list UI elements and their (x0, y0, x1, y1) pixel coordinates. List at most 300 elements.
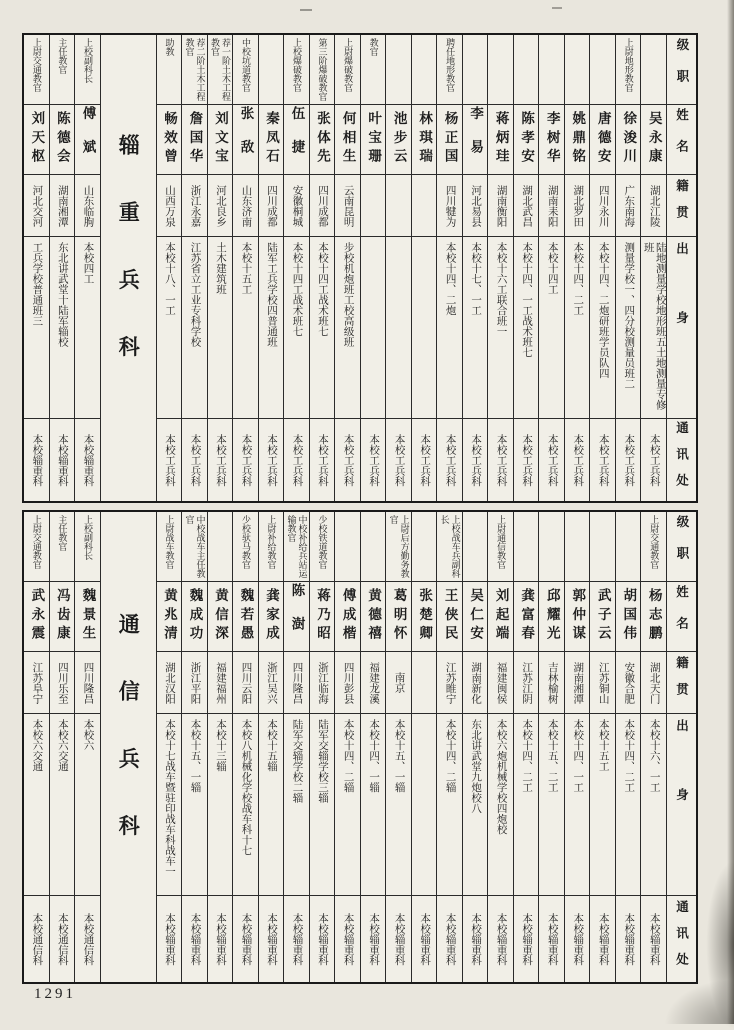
person-column (156, 35, 182, 501)
scan-corner-smudge (664, 979, 734, 1024)
person-rank (488, 35, 513, 105)
person-address: 本校辎重科 (163, 912, 175, 966)
scan-edge-shadow (727, 0, 734, 1024)
person-native: 四川云阳 (233, 652, 258, 714)
person-address: 本校工兵科 (266, 433, 278, 487)
person-address: 本校辎重科 (521, 912, 533, 966)
person-address: 本校辎重科 (266, 912, 278, 966)
section-column (100, 512, 156, 982)
person-address: 本校工兵科 (470, 433, 482, 487)
legend-column (666, 512, 696, 982)
person-origin: 本校十五辎 (259, 714, 284, 896)
person-native (412, 175, 437, 237)
person-column (181, 35, 207, 501)
person-origin: 本校十六工联合班一 (488, 237, 513, 419)
person-column (334, 35, 360, 501)
person-origin (412, 714, 437, 896)
person-name: 陈孝安 (514, 105, 539, 175)
person-rank: 教官 (361, 35, 386, 105)
person-address: 本校辎重科 (214, 912, 226, 966)
person-column (334, 512, 360, 982)
person-origin: 本校十五工 (233, 237, 258, 419)
person-name: 黄兆清 (157, 582, 182, 652)
person-rank (539, 35, 564, 105)
person-native: 浙江永嘉 (182, 175, 207, 237)
person-column (513, 512, 539, 982)
person-rank (335, 512, 360, 582)
person-name: 姚鼎铭 (565, 105, 590, 175)
person-column (156, 512, 182, 982)
person-name: 秦凤石 (259, 105, 284, 175)
person-rank: 主任教官 (50, 35, 75, 105)
person-name: 魏景生 (75, 582, 100, 652)
person-origin: 本校六 (75, 714, 100, 896)
person-address: 本校工兵科 (444, 433, 456, 487)
person-address: 本校辎重科 (56, 433, 68, 487)
person-native: 福建福州 (208, 652, 233, 714)
person-column (74, 512, 100, 982)
person-address: 本校工兵科 (597, 433, 609, 487)
legend-native-label: 籍贯 (667, 652, 696, 714)
person-column (487, 512, 513, 982)
person-origin (412, 237, 437, 419)
person-rank (412, 35, 437, 105)
person-address: 本校工兵科 (572, 433, 584, 487)
person-address: 本校辎重科 (342, 912, 354, 966)
person-column (207, 512, 233, 982)
person-address: 本校辎重科 (572, 912, 584, 966)
person-address: 本校辎重科 (189, 912, 201, 966)
person-origin: 本校十四、一辎 (361, 714, 386, 896)
person-column (538, 35, 564, 501)
person-address: 本校工兵科 (623, 433, 635, 487)
person-name: 蒋乃昭 (310, 582, 335, 652)
person-rank: 中校坑道教官 (233, 35, 258, 105)
person-address: 本校通信科 (56, 912, 68, 966)
person-rank: 上校爆破教官 (284, 35, 309, 105)
person-name: 武永震 (24, 582, 49, 652)
person-column (640, 512, 666, 982)
person-column (462, 512, 488, 982)
person-column (309, 512, 335, 982)
person-name: 刘天枢 (24, 105, 49, 175)
person-native: 湖北罗田 (565, 175, 590, 237)
person-rank (412, 512, 437, 582)
person-column (232, 35, 258, 501)
person-native (361, 175, 386, 237)
person-native: 四川隆昌 (284, 652, 309, 714)
person-column (385, 512, 411, 982)
person-origin: 本校十四、二辎 (335, 714, 360, 896)
scan-smudge (706, 860, 734, 1030)
person-origin: 工兵学校普通班三 (24, 237, 49, 419)
person-origin: 本校十四、二工 (565, 237, 590, 419)
person-address: 本校工兵科 (342, 433, 354, 487)
person-native: 四川成都 (310, 175, 335, 237)
person-address: 本校工兵科 (214, 433, 226, 487)
person-origin: 东北讲武堂十陆军辎校 (50, 237, 75, 419)
person-native: 浙江临海 (310, 652, 335, 714)
person-rank (259, 35, 284, 105)
legend-name-label: 姓名 (667, 105, 696, 175)
person-native: 湖南新化 (463, 652, 488, 714)
person-address: 本校工兵科 (419, 433, 431, 487)
person-origin: 陆地测量学校地形班五土地测量专修班 (641, 237, 666, 419)
person-name: 龚家成 (259, 582, 284, 652)
person-native: 四川彭县 (335, 652, 360, 714)
person-column (258, 35, 284, 501)
person-name: 伍捷 (284, 105, 309, 175)
person-origin: 本校十四、一工 (565, 714, 590, 896)
person-rank (590, 512, 615, 582)
person-address: 本校辎重科 (240, 912, 252, 966)
legend-rank-label: 级职 (667, 35, 696, 105)
person-name: 畅效曾 (157, 105, 182, 175)
legend-column (666, 35, 696, 501)
person-name: 黄信深 (208, 582, 233, 652)
person-name: 邱耀光 (539, 582, 564, 652)
person-origin (361, 237, 386, 419)
person-origin (386, 237, 411, 419)
person-origin: 本校十五、一辎 (386, 714, 411, 896)
person-name: 傅斌 (75, 105, 100, 175)
person-rank (208, 512, 233, 582)
person-address: 本校工兵科 (163, 433, 175, 487)
person-native: 山东济南 (233, 175, 258, 237)
person-rank (463, 35, 488, 105)
person-name: 陈德会 (50, 105, 75, 175)
person-native: 江苏睢宁 (437, 652, 462, 714)
person-rank: 上尉战车教官 (157, 512, 182, 582)
person-origin: 东北讲武堂九炮校八 (463, 714, 488, 896)
person-name: 徐浚川 (616, 105, 641, 175)
person-rank: 第三阶爆破教官 (310, 35, 335, 105)
person-column (385, 35, 411, 501)
section-label: 通信兵科 (116, 612, 141, 882)
legend-origin-label: 出身 (667, 714, 696, 896)
person-column (411, 35, 437, 501)
person-native: 南京 (386, 652, 411, 714)
person-native: 河北易县 (463, 175, 488, 237)
person-origin: 测量学校一、四分校测量员班二 (616, 237, 641, 419)
person-origin: 本校十五工 (590, 714, 615, 896)
person-column (411, 512, 437, 982)
person-column (589, 512, 615, 982)
person-address: 本校工兵科 (648, 433, 660, 487)
person-column (181, 512, 207, 982)
person-name: 王侠民 (437, 582, 462, 652)
person-column (436, 35, 462, 501)
person-native: 江苏铜山 (590, 652, 615, 714)
person-native (412, 652, 437, 714)
person-column (207, 35, 233, 501)
person-column (49, 512, 75, 982)
legend-address-label: 通讯处 (674, 420, 689, 500)
person-native: 四川隆昌 (75, 652, 100, 714)
person-rank: 主任教官 (50, 512, 75, 582)
person-native: 安徽桐城 (284, 175, 309, 237)
person-native (386, 175, 411, 237)
person-column (24, 35, 49, 501)
person-rank (386, 35, 411, 105)
person-rank: 助教 (157, 35, 182, 105)
person-name: 林琪瑞 (412, 105, 437, 175)
person-name: 胡国伟 (616, 582, 641, 652)
person-address: 本校辎重科 (82, 433, 94, 487)
person-column (640, 35, 666, 501)
person-name: 刘文宝 (208, 105, 233, 175)
person-name: 张敌 (233, 105, 258, 175)
person-name: 张楚卿 (412, 582, 437, 652)
person-name: 李易 (463, 105, 488, 175)
person-origin: 陆军交辎学校三辎 (310, 714, 335, 896)
person-origin: 本校十八、一工 (157, 237, 182, 419)
person-name: 黄德禧 (361, 582, 386, 652)
person-address: 本校工兵科 (240, 433, 252, 487)
person-address: 本校辎重科 (393, 912, 405, 966)
person-column (49, 35, 75, 501)
legend-native-label: 籍贯 (667, 175, 696, 237)
person-address: 本校辎重科 (546, 912, 558, 966)
person-rank: 荐二阶土木工程教官 (182, 35, 207, 105)
person-origin: 本校八机械化学校战车科十七 (233, 714, 258, 896)
person-rank: 上校副科长 (75, 35, 100, 105)
person-address: 本校通信科 (31, 912, 43, 966)
personnel-table-bottom (22, 510, 698, 984)
person-native: 四川乐至 (50, 652, 75, 714)
person-name: 吴永康 (641, 105, 666, 175)
legend-rank-label: 级职 (667, 512, 696, 582)
person-address: 本校辎重科 (31, 433, 43, 487)
person-rank (539, 512, 564, 582)
person-address: 本校辎重科 (317, 912, 329, 966)
person-column (283, 35, 309, 501)
person-column (462, 35, 488, 501)
person-native: 江苏江阴 (514, 652, 539, 714)
person-address: 本校辎重科 (495, 912, 507, 966)
person-native: 云南昆明 (335, 175, 360, 237)
page-number: 1291 (34, 986, 76, 1002)
person-origin: 本校六炮机械学校四炮校 (488, 714, 513, 896)
person-name: 杨志鹏 (641, 582, 666, 652)
person-native: 四川犍为 (437, 175, 462, 237)
person-column (615, 35, 641, 501)
person-column (538, 512, 564, 982)
person-rank (590, 35, 615, 105)
person-native: 山西万泉 (157, 175, 182, 237)
person-name: 吴仁安 (463, 582, 488, 652)
person-address: 本校工兵科 (317, 433, 329, 487)
person-rank: 上校战车兵副科长 (437, 512, 462, 582)
legend-address-label: 通讯处 (674, 899, 689, 979)
person-rank (565, 35, 590, 105)
person-name: 张体先 (310, 105, 335, 175)
person-name: 傅成楷 (335, 582, 360, 652)
person-name: 龚富春 (514, 582, 539, 652)
person-native: 四川永川 (590, 175, 615, 237)
person-origin: 陆军交辎学校二辎 (284, 714, 309, 896)
person-address: 本校工兵科 (393, 433, 405, 487)
person-origin: 本校十四、二辎 (437, 714, 462, 896)
person-name: 魏成功 (182, 582, 207, 652)
person-name: 杨正国 (437, 105, 462, 175)
person-rank: 上尉后方勤务教官 (386, 512, 411, 582)
scan-mark (300, 9, 312, 11)
person-address: 本校工兵科 (368, 433, 380, 487)
person-rank: 上尉通信教官 (488, 512, 513, 582)
person-origin: 本校十五、二工 (539, 714, 564, 896)
person-origin: 本校十七、一工 (463, 237, 488, 419)
person-native: 湖南湘潭 (50, 175, 75, 237)
person-address: 本校辎重科 (368, 912, 380, 966)
person-origin: 本校十四、二炮研班学员队四 (590, 237, 615, 419)
person-address: 本校工兵科 (521, 433, 533, 487)
person-origin: 本校十四、一工战术班七 (514, 237, 539, 419)
person-rank: 上尉交通教官 (24, 35, 49, 105)
person-native: 吉林榆树 (539, 652, 564, 714)
person-rank: 少校铁道教官 (310, 512, 335, 582)
person-name: 何相生 (335, 105, 360, 175)
person-column (564, 35, 590, 501)
person-name: 冯齿康 (50, 582, 75, 652)
person-address: 本校辎重科 (648, 912, 660, 966)
person-rank (514, 512, 539, 582)
legend-name-label: 姓名 (667, 582, 696, 652)
person-rank: 中校战车主任教官 (182, 512, 207, 582)
person-column (283, 512, 309, 982)
person-name: 刘起端 (488, 582, 513, 652)
person-native: 湖北汉阳 (157, 652, 182, 714)
person-address: 本校工兵科 (546, 433, 558, 487)
person-name: 蒋炳珪 (488, 105, 513, 175)
person-origin: 土木建筑班 (208, 237, 233, 419)
person-name: 李树华 (539, 105, 564, 175)
person-origin: 本校十四、二工 (514, 714, 539, 896)
person-origin: 本校十四、二炮 (437, 237, 462, 419)
person-native: 福建龙溪 (361, 652, 386, 714)
person-column (589, 35, 615, 501)
person-rank: 中校补给兵站运输教官 (284, 512, 309, 582)
person-native: 浙江吴兴 (259, 652, 284, 714)
person-column (258, 512, 284, 982)
legend-origin-label: 出身 (667, 237, 696, 419)
scan-mark (552, 7, 562, 9)
person-rank: 聘任地形教官 (437, 35, 462, 105)
person-column (232, 512, 258, 982)
person-column (309, 35, 335, 501)
person-rank: 少校驮马教官 (233, 512, 258, 582)
person-column (564, 512, 590, 982)
person-column (24, 512, 49, 982)
person-origin: 本校十四工战术班七 (310, 237, 335, 419)
person-rank (565, 512, 590, 582)
person-origin: 步校机炮班工校高级班 (335, 237, 360, 419)
person-column (360, 512, 386, 982)
person-rank: 上尉交通教官 (24, 512, 49, 582)
person-column (360, 35, 386, 501)
person-native: 湖北武昌 (514, 175, 539, 237)
person-address: 本校辎重科 (291, 912, 303, 966)
person-native: 福建闽侯 (488, 652, 513, 714)
person-column (513, 35, 539, 501)
person-rank (514, 35, 539, 105)
person-origin: 本校六交通 (24, 714, 49, 896)
person-native: 四川成都 (259, 175, 284, 237)
person-native: 河北良乡 (208, 175, 233, 237)
person-origin: 本校十五、一辎 (182, 714, 207, 896)
person-address: 本校辎重科 (623, 912, 635, 966)
person-native: 湖北天门 (641, 652, 666, 714)
person-rank (463, 512, 488, 582)
person-address: 本校工兵科 (291, 433, 303, 487)
person-rank (616, 512, 641, 582)
person-rank: 荐一阶土木工程教官 (208, 35, 233, 105)
person-origin: 本校六交通 (50, 714, 75, 896)
section-label: 辎重兵科 (116, 133, 141, 403)
person-name: 葛明怀 (386, 582, 411, 652)
person-column (436, 512, 462, 982)
person-native: 湖南耒阳 (539, 175, 564, 237)
person-origin: 江苏省立工业专科学校 (182, 237, 207, 419)
person-native: 江苏阜宁 (24, 652, 49, 714)
person-rank: 上尉交通教官 (641, 512, 666, 582)
person-origin: 本校十四工战术班七 (284, 237, 309, 419)
person-native: 湖北江陵 (641, 175, 666, 237)
person-column (74, 35, 100, 501)
person-native: 湖南湘潭 (565, 652, 590, 714)
person-rank: 上尉补给教官 (259, 512, 284, 582)
person-origin: 陆军工兵学校四普通班 (259, 237, 284, 419)
person-native: 浙江平阳 (182, 652, 207, 714)
person-name: 武子云 (590, 582, 615, 652)
person-name: 陈澍 (284, 582, 309, 652)
person-address: 本校工兵科 (189, 433, 201, 487)
person-name: 郭仲谋 (565, 582, 590, 652)
person-rank: 上校副科长 (75, 512, 100, 582)
person-rank (361, 512, 386, 582)
person-native: 湖南衡阳 (488, 175, 513, 237)
person-name: 唐德安 (590, 105, 615, 175)
person-address: 本校通信科 (82, 912, 94, 966)
person-name: 叶宝珊 (361, 105, 386, 175)
person-rank: 上尉地形教官 (616, 35, 641, 105)
person-name: 池步云 (386, 105, 411, 175)
person-origin: 本校十四、二工 (616, 714, 641, 896)
person-column (615, 512, 641, 982)
person-address: 本校辎重科 (419, 912, 431, 966)
person-origin: 本校四工 (75, 237, 100, 419)
person-name: 詹国华 (182, 105, 207, 175)
person-origin: 本校十四工 (539, 237, 564, 419)
person-native: 河北交河 (24, 175, 49, 237)
person-native: 安徽合肥 (616, 652, 641, 714)
person-address: 本校辎重科 (597, 912, 609, 966)
person-address: 本校工兵科 (495, 433, 507, 487)
person-origin: 本校十七战车暨驻印战车科战车一 (157, 714, 182, 896)
section-column (100, 35, 156, 501)
person-rank: 上尉爆破教官 (335, 35, 360, 105)
person-origin: 本校十六、一工 (641, 714, 666, 896)
person-origin: 本校十三辎 (208, 714, 233, 896)
person-rank (641, 35, 666, 105)
person-name: 魏若愚 (233, 582, 258, 652)
person-address: 本校辎重科 (470, 912, 482, 966)
person-native: 山东临朐 (75, 175, 100, 237)
personnel-table-top (22, 33, 698, 503)
person-address: 本校辎重科 (444, 912, 456, 966)
person-column (487, 35, 513, 501)
person-native: 广东南海 (616, 175, 641, 237)
